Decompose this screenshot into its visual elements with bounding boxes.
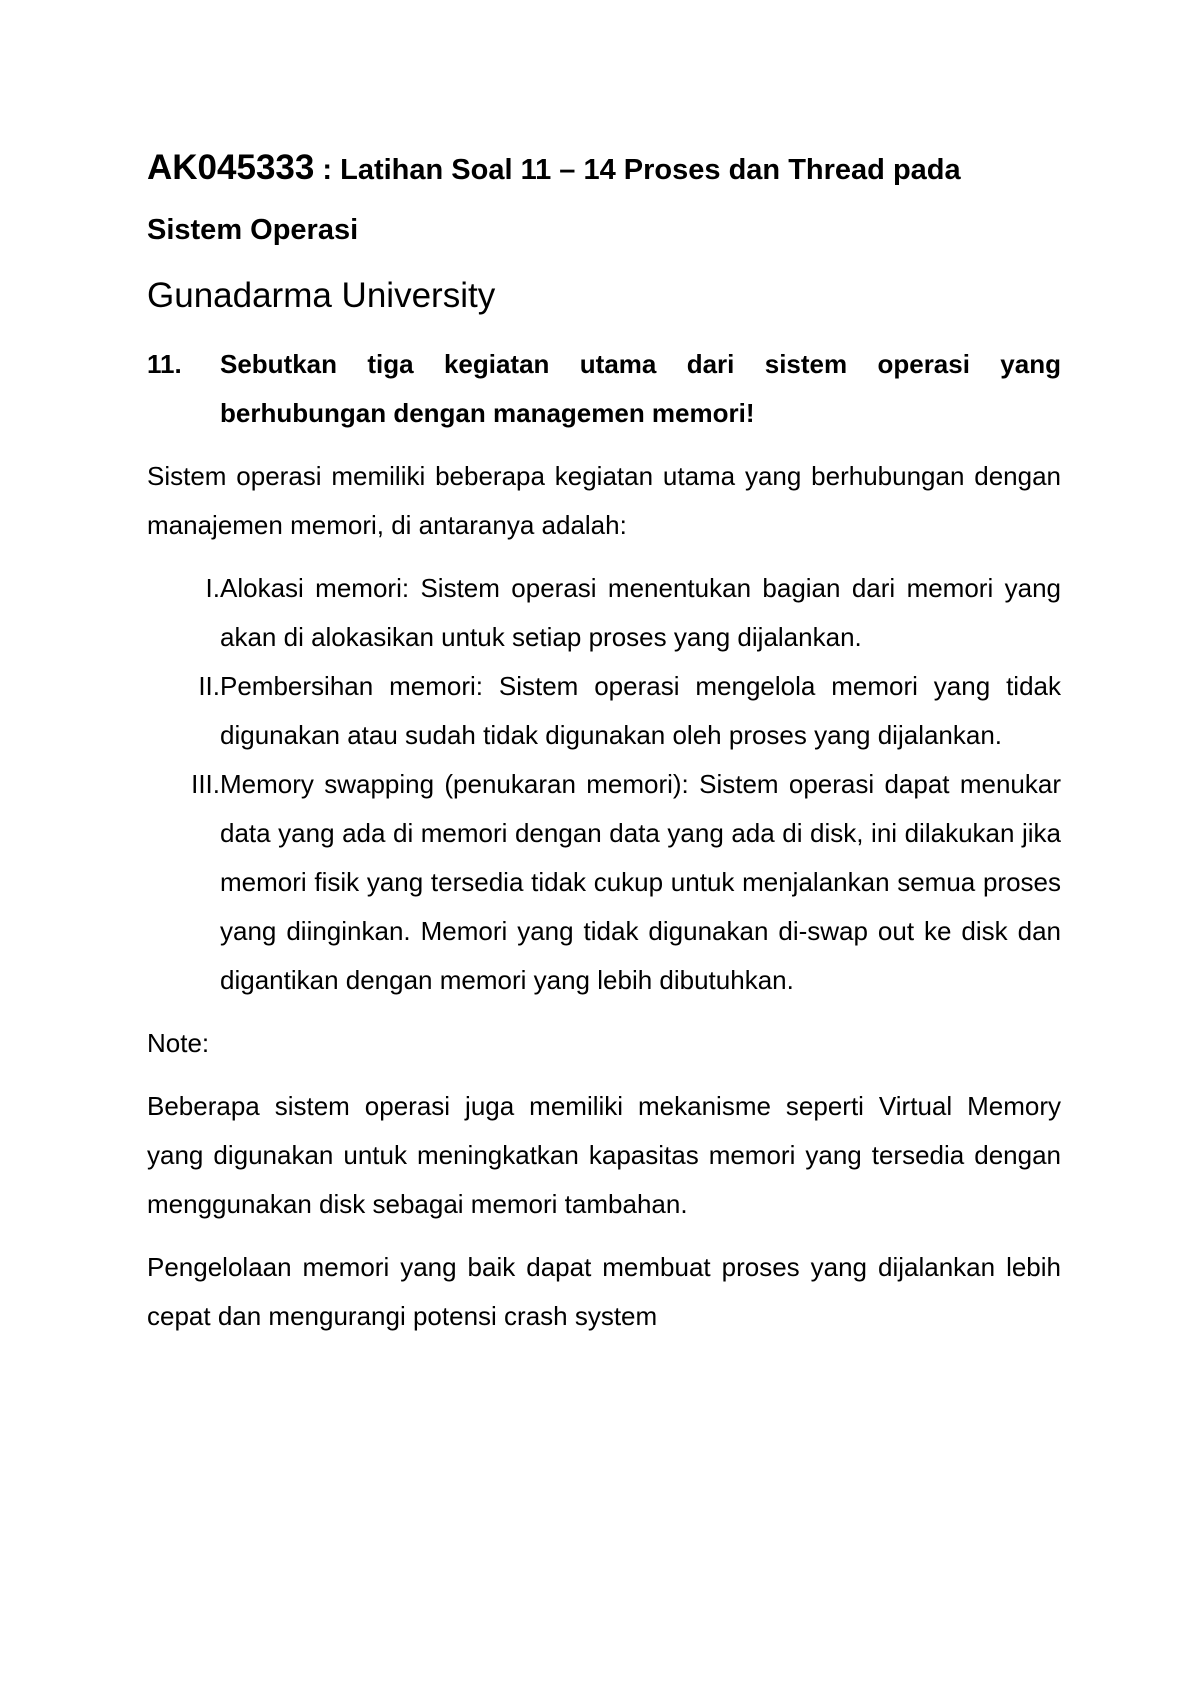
question-number: 11.	[147, 349, 182, 379]
document-title	[147, 138, 1061, 260]
document-page	[147, 138, 1061, 1341]
note-label: Note:	[147, 1028, 210, 1058]
answer-intro: Sistem operasi memiliki beberapa kegiatan utama yang berhubungan dengan manajemen memori, di antaranya adalah:	[147, 461, 1061, 540]
list-item	[147, 662, 1061, 760]
list-item-number: III.	[191, 769, 220, 799]
list-item-number: I.	[205, 573, 220, 603]
question-text: Sebutkan tiga kegiatan utama dari sistem operasi yang berhubungan dengan managemen memori!	[220, 349, 1061, 428]
title-text: : Latihan Soal 11 – 14 Proses dan Thread pada Sistem Operasi	[147, 154, 961, 246]
list-item-text: Pembersihan memori: Sistem operasi mengelola memori yang tidak digunakan atau sudah tidak digunakan oleh proses yang dijalankan.	[220, 671, 1061, 750]
university-name: Gunadarma University	[147, 276, 496, 315]
list-item	[147, 760, 1061, 1005]
list-item	[147, 564, 1061, 662]
list-item-text: Alokasi memori: Sistem operasi menentukan bagian dari memori yang akan di alokasikan untuk setiap proses yang dijalankan.	[220, 573, 1061, 652]
list-item-text: Memory swapping (penukaran memori): Sistem operasi dapat menukar data yang ada di memori dengan data yang ada di disk, ini dilakukan jika memori fisik yang tersedia tidak cukup untuk menjalankan semua proses yang diinginkan. Memori yang tidak digunakan di-swap out ke disk dan digantikan dengan memori yang lebih dibutuhkan.	[220, 769, 1061, 995]
answer-list	[147, 564, 1061, 1005]
question-11	[147, 340, 1061, 438]
closing-paragraph: Pengelolaan memori yang baik dapat membuat proses yang dijalankan lebih cepat dan mengurangi potensi crash system	[147, 1252, 1061, 1331]
course-code: AK045333	[147, 148, 315, 187]
list-item-number: II.	[198, 671, 220, 701]
note-text: Beberapa sistem operasi juga memiliki mekanisme seperti Virtual Memory yang digunakan untuk meningkatkan kapasitas memori yang tersedia dengan menggunakan disk sebagai memori tambahan.	[147, 1091, 1061, 1219]
